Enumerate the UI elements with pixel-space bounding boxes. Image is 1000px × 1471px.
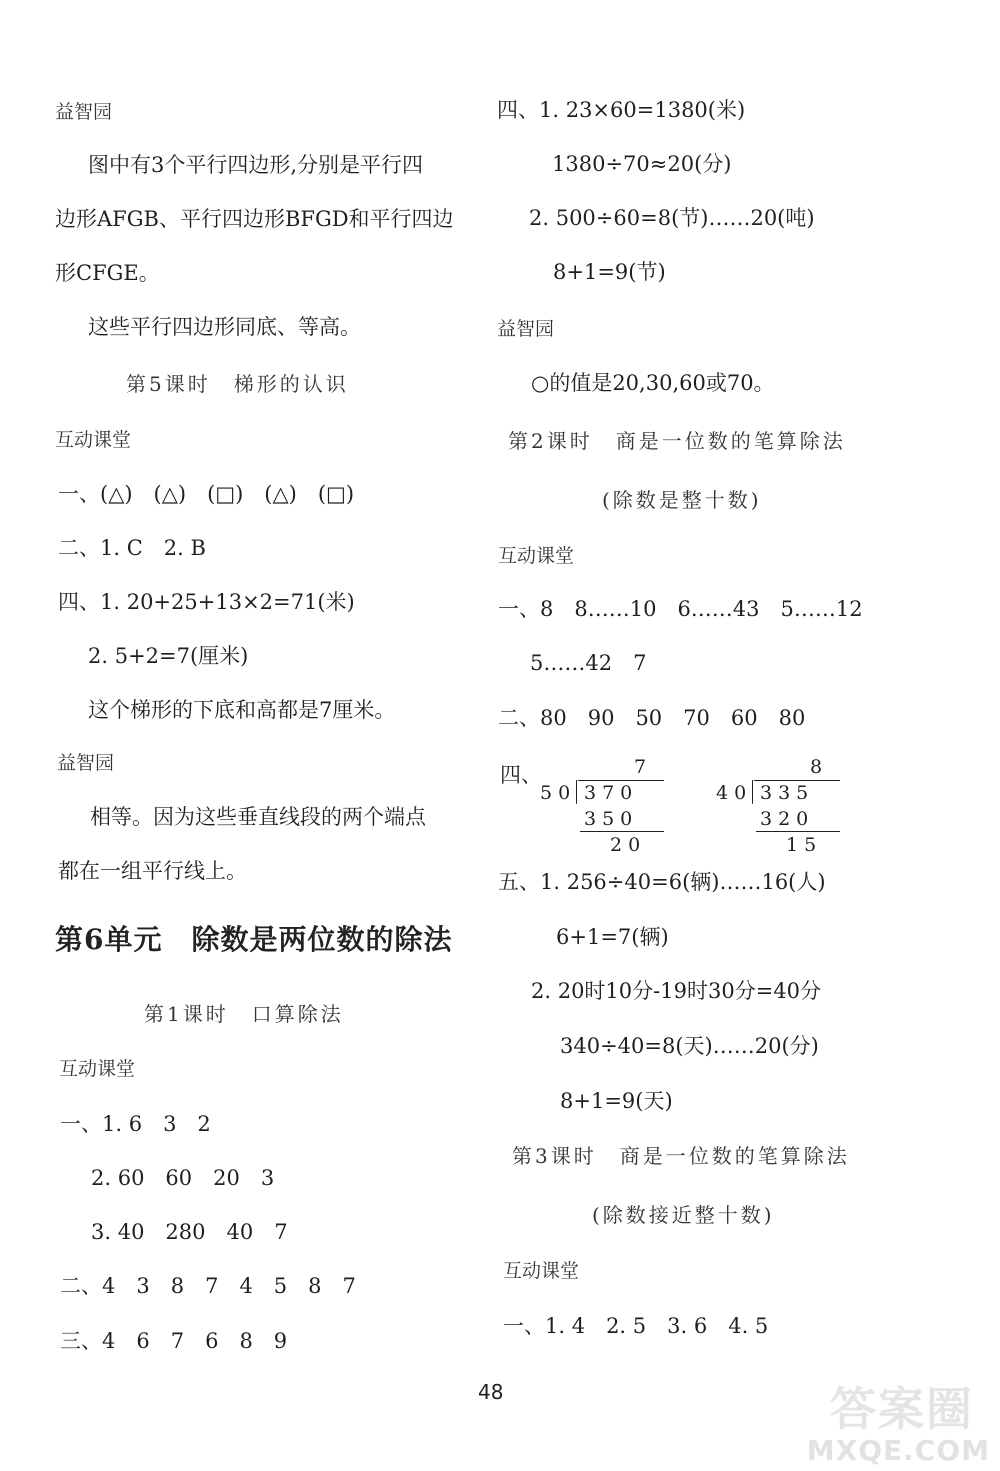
lesson-heading: 第3课时 商是一位数的笔算除法 xyxy=(512,1144,850,1168)
long-division-divisor: 50 xyxy=(540,782,577,804)
section-hudong: 互动课堂 xyxy=(59,1058,136,1080)
page-number: 48 xyxy=(478,1380,504,1404)
answer-line: 一、(△) (△) (□) (△) (□) xyxy=(58,482,355,506)
long-division-divisor: 40 xyxy=(716,782,753,804)
long-division-remainder: 15 xyxy=(786,834,823,856)
long-division-line xyxy=(580,831,664,832)
text-line: 形CFGE。 xyxy=(55,261,160,285)
answer-line: 一、8 8……10 6……43 5……12 xyxy=(498,597,863,621)
answer-line: 2. 500÷60=8(节)……20(吨) xyxy=(529,206,815,230)
answer-line: 五、1. 256÷40=6(辆)……16(人) xyxy=(498,870,826,894)
long-division-bracket xyxy=(752,780,753,804)
long-division-bar xyxy=(578,780,664,781)
long-division-dividend: 370 xyxy=(584,782,639,804)
answer-line: 二、1. C 2. B xyxy=(58,536,206,560)
answer-line: 2. 20时10分-19时30分=40分 xyxy=(531,979,822,1003)
section-yizhiyuan: 益智园 xyxy=(55,101,113,123)
section-hudong: 互动课堂 xyxy=(503,1260,580,1282)
lesson-subheading: (除数接近整十数) xyxy=(592,1203,775,1227)
watermark-url: MXQE.COM xyxy=(806,1434,990,1467)
long-division-quotient: 7 xyxy=(634,756,653,778)
section-hudong: 互动课堂 xyxy=(55,429,132,451)
long-division-product: 320 xyxy=(760,808,815,830)
long-division-product: 350 xyxy=(584,808,639,830)
answer-line: 1380÷70≈20(分) xyxy=(552,152,732,176)
lesson-heading: 第2课时 商是一位数的笔算除法 xyxy=(508,429,846,453)
answer-line: 二、4 3 8 7 4 5 8 7 xyxy=(60,1274,356,1298)
unit-title: 第6单元 除数是两位数的除法 xyxy=(55,923,453,956)
text-line: 这些平行四边形同底、等高。 xyxy=(88,315,361,339)
long-division xyxy=(540,756,680,856)
answer-label: 四、 xyxy=(500,763,542,787)
long-division-quotient: 8 xyxy=(810,756,829,778)
long-division-bar xyxy=(754,780,840,781)
answer-line: 6+1=7(辆) xyxy=(556,925,669,949)
long-division-remainder: 20 xyxy=(610,834,647,856)
text-line: ○的值是20,30,60或70。 xyxy=(531,371,775,395)
answer-line: 3. 40 280 40 7 xyxy=(91,1220,288,1244)
answer-line: 三、4 6 7 6 8 9 xyxy=(60,1329,288,1353)
watermark-logo xyxy=(794,1379,994,1467)
lesson-subheading: (除数是整十数) xyxy=(602,488,762,512)
long-division xyxy=(716,756,856,856)
watermark-text: 答案圈 xyxy=(830,1382,974,1436)
answer-line: 四、1. 23×60=1380(米) xyxy=(497,98,746,122)
text-line: 图中有3个平行四边形,分别是平行四 xyxy=(88,153,424,177)
text-line: 相等。因为这些垂直线段的两个端点 xyxy=(90,805,426,829)
long-division-dividend: 335 xyxy=(760,782,815,804)
answer-line: 8+1=9(节) xyxy=(553,260,666,284)
answer-line: 2. 5+2=7(厘米) xyxy=(88,644,249,668)
answer-line: 一、1. 6 3 2 xyxy=(60,1112,211,1136)
answer-line: 5……42 7 xyxy=(530,651,647,675)
text-line: 边形AFGB、平行四边形BFGD和平行四边 xyxy=(55,207,454,231)
long-division-bracket xyxy=(576,780,577,804)
answer-line: 8+1=9(天) xyxy=(560,1089,673,1113)
long-division-line xyxy=(756,831,840,832)
answer-line: 一、1. 4 2. 5 3. 6 4. 5 xyxy=(503,1314,769,1338)
section-hudong: 互动课堂 xyxy=(498,545,575,567)
answer-line: 这个梯形的下底和高都是7厘米。 xyxy=(88,698,396,722)
lesson-heading: 第5课时 梯形的认识 xyxy=(126,372,349,396)
answer-line: 二、80 90 50 70 60 80 xyxy=(498,706,806,730)
section-yizhiyuan: 益智园 xyxy=(57,752,115,774)
answer-line: 2. 60 60 20 3 xyxy=(91,1166,275,1190)
section-yizhiyuan: 益智园 xyxy=(497,318,555,340)
answer-line: 340÷40=8(天)……20(分) xyxy=(560,1034,819,1058)
text-line: 都在一组平行线上。 xyxy=(58,859,247,883)
answer-line: 四、1. 20+25+13×2=71(米) xyxy=(58,590,355,614)
lesson-heading: 第1课时 口算除法 xyxy=(144,1002,344,1026)
